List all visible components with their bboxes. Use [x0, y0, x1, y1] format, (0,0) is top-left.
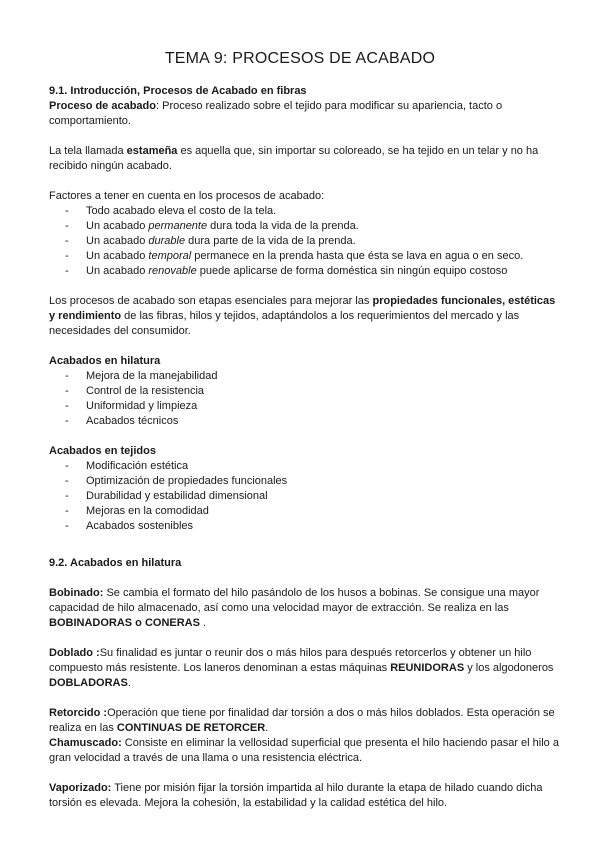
hilatura-list [49, 369, 559, 429]
estamena-paragraph: La tela llamada estameña es aquella que, sin importar su coloreado, se ha tejido en un telar y no ha recibido ningún acabado. [49, 145, 539, 172]
list-item: - Un acabado temporal permanece en la prenda hasta que ésta se lava en agua o en seco. [49, 249, 559, 264]
list-item: - Modificación estética [49, 459, 559, 474]
list-item: - Un acabado permanente dura toda la vida de la prenda. [49, 219, 559, 234]
section-heading-9-2: 9.2. Acabados en hilatura [49, 557, 182, 569]
page-title: TEMA 9: PROCESOS DE ACABADO [164, 50, 436, 67]
document-body [49, 84, 559, 811]
factores-intro: Factores a tener en cuenta en los procesos de acabado: [49, 190, 325, 202]
retorcido-paragraph: Retorcido :Operación que tiene por finalidad dar torsión a dos o más hilos doblados. Esta operación se realiza en las CONTINUAS DE RETORCER. [49, 707, 555, 734]
list-item: - Mejora de la manejabilidad [49, 369, 559, 384]
list-item: - Uniformidad y limpieza [49, 399, 559, 414]
definition-term: Proceso de acabado [49, 100, 156, 112]
list-item: - Optimización de propiedades funcionales [49, 474, 559, 489]
definition-paragraph: Proceso de acabado: Proceso realizado sobre el tejido para modificar su apariencia, tacto o comportamiento. [49, 100, 503, 127]
list-item: - Acabados sostenibles [49, 519, 559, 534]
subheading-hilatura: Acabados en hilatura [49, 355, 161, 367]
bobinado-paragraph: Bobinado: Se cambia el formato del hilo pasándolo de los husos a bobinas. Se consigue una mayor capacidad de hilo almacenado, así como una velocidad mayor de extracción. Se realiza en las BOBINADORAS o CONERAS . [49, 587, 540, 629]
subheading-tejidos: Acabados en tejidos [49, 445, 156, 457]
list-item: - Acabados técnicos [49, 414, 559, 429]
list-item: - Mejoras en la comodidad [49, 504, 559, 519]
tejidos-list [49, 459, 559, 534]
factores-list [49, 204, 559, 279]
doblado-paragraph: Doblado :Su finalidad es juntar o reunir dos o más hilos para después retorcerlos y obtener un hilo compuesto más resistente. Los laneros denominan a estas máquinas REUNIDORAS y los algodoneros DOBLADORAS. [49, 647, 554, 689]
chamuscado-paragraph: Chamuscado: Consiste en eliminar la vellosidad superficial que presenta el hilo haciendo pasar el hilo a gran velocidad a través de una llama o una resistencia eléctrica. [49, 737, 559, 764]
section-heading-9-1: 9.1. Introducción, Procesos de Acabado en fibras [49, 85, 307, 97]
list-item: - Un acabado renovable puede aplicarse de forma doméstica sin ningún equipo costoso [49, 264, 559, 279]
list-item: - Durabilidad y estabilidad dimensional [49, 489, 559, 504]
list-item: - Todo acabado eleva el costo de la tela. [49, 204, 559, 219]
list-item: - Un acabado durable dura parte de la vida de la prenda. [49, 234, 559, 249]
list-item: - Control de la resistencia [49, 384, 559, 399]
vaporizado-paragraph: Vaporizado: Tiene por misión fijar la torsión impartida al hilo durante la etapa de hilado cuando dicha torsión es elevada. Mejora la cohesión, la estabilidad y la calidad estética del hilo. [49, 782, 543, 809]
procesos-paragraph: Los procesos de acabado son etapas esenciales para mejorar las propiedades funcionales, estéticas y rendimiento de las fibras, hilos y tejidos, adaptándolos a los requerimientos del mercado y las necesidades del consumidor. [49, 295, 556, 337]
